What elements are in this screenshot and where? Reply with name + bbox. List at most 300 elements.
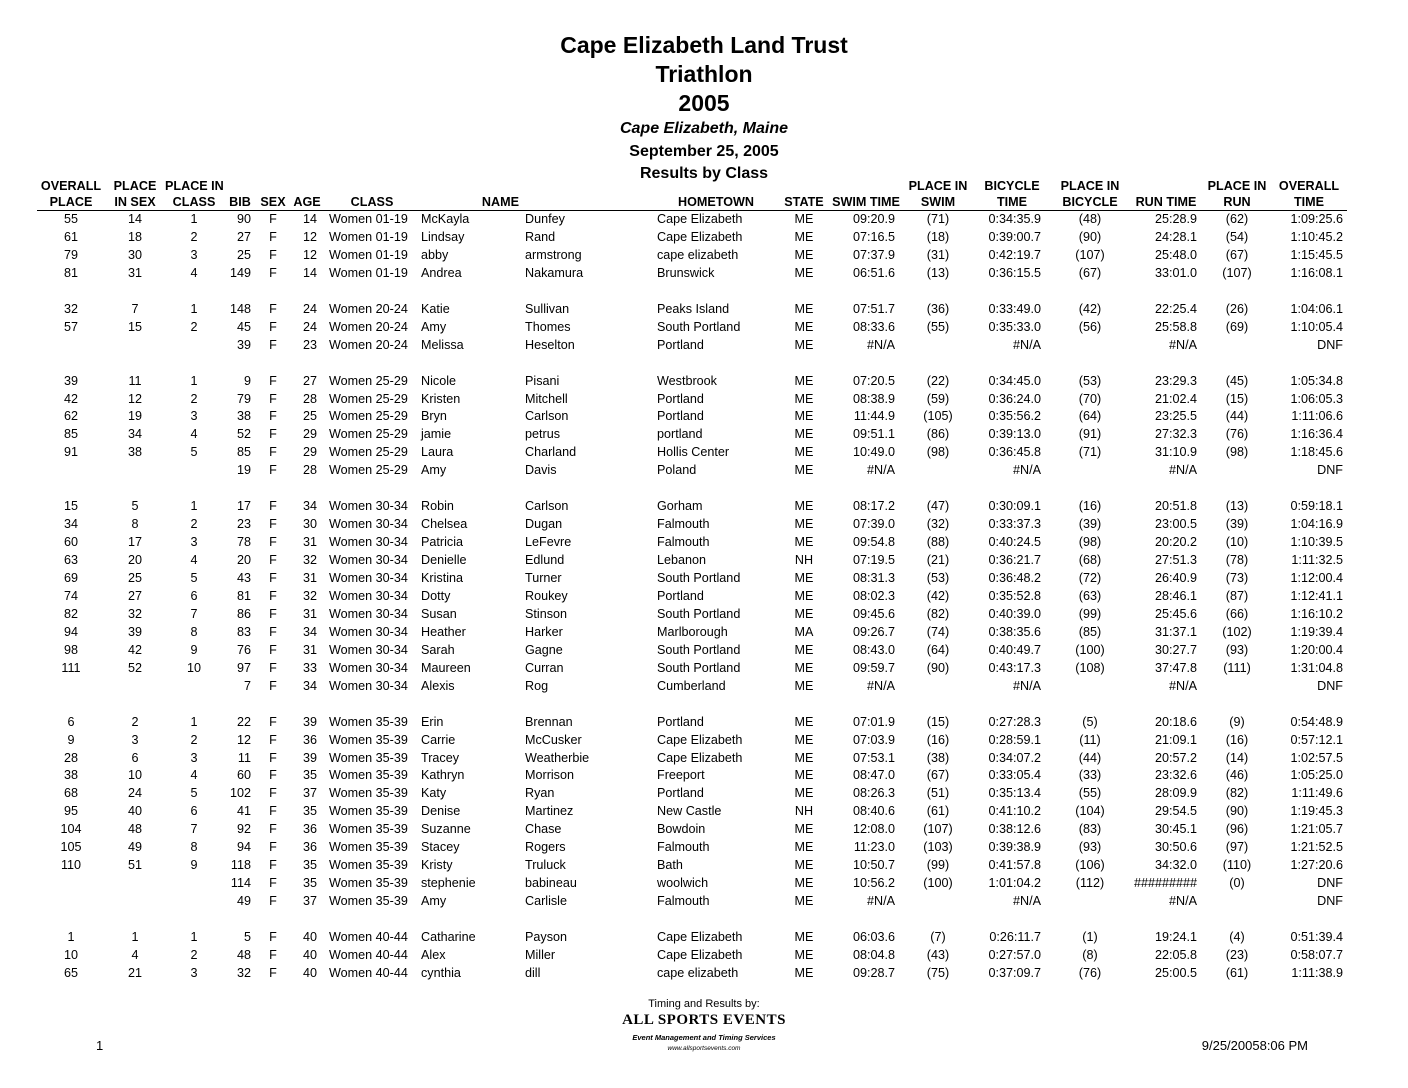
table-cell: ME <box>794 948 814 962</box>
table-cell: ME <box>794 499 814 514</box>
table-cell: 98 <box>63 642 78 657</box>
table-cell: F <box>269 714 277 729</box>
table-cell: 0:36:15.5 <box>988 265 1041 280</box>
table-cell: Women 25-29 <box>329 373 408 388</box>
table-cell: Maureen <box>421 660 471 675</box>
timing-label: Timing and Results by: <box>648 998 760 1010</box>
table-cell: Women 25-29 <box>329 463 408 478</box>
table-cell: Bath <box>657 858 683 873</box>
table-cell: F <box>269 858 277 873</box>
table-cell <box>165 337 223 355</box>
table-cell: 27:51.3 <box>1154 553 1197 568</box>
table-cell: 2 <box>131 714 139 729</box>
table-cell: 0:35:33.0 <box>988 319 1041 334</box>
table-cell: Kristen <box>421 391 461 406</box>
table-cell: 3 <box>190 750 198 765</box>
column-header: RUN TIME <box>1129 194 1203 211</box>
table-cell: 4 <box>190 553 198 568</box>
table-cell: Lebanon <box>657 553 707 568</box>
table-cell: 0:57:12.1 <box>1290 732 1343 747</box>
table-cell: 0:38:35.6 <box>988 624 1041 639</box>
table-cell: (74) <box>926 624 950 639</box>
table-cell: 8 <box>131 517 139 532</box>
table-cell: 3 <box>190 965 198 980</box>
table-cell: 31:10.9 <box>1154 445 1197 460</box>
table-cell: woolwich <box>657 876 709 891</box>
table-cell: Falmouth <box>657 840 710 855</box>
table-cell: Carlisle <box>525 894 567 909</box>
table-cell: 0:33:37.3 <box>988 517 1041 532</box>
class-group-spacer <box>37 283 1347 301</box>
table-cell: 1:09:25.6 <box>1290 212 1343 226</box>
table-cell <box>165 875 223 893</box>
column-header: BICYCLE <box>1051 194 1129 211</box>
column-header: RUN <box>1203 194 1271 211</box>
table-cell: Sarah <box>421 642 455 657</box>
table-cell: Cape Elizabeth <box>657 750 743 765</box>
table-cell: 52 <box>236 427 251 442</box>
table-row <box>37 408 1347 426</box>
table-cell: (51) <box>926 786 950 801</box>
table-cell: (99) <box>1078 606 1102 621</box>
table-cell: 1 <box>67 930 75 945</box>
table-cell <box>903 893 973 911</box>
table-cell: Brunswick <box>657 265 715 280</box>
table-cell: (107) <box>1075 247 1105 262</box>
table-cell: 51 <box>127 858 142 873</box>
table-row <box>37 750 1347 768</box>
table-row <box>37 301 1347 319</box>
table-cell: Melissa <box>421 337 464 352</box>
table-cell: (98) <box>926 445 950 460</box>
table-cell: Thomes <box>525 319 571 334</box>
table-cell: ME <box>794 337 814 352</box>
table-cell: 0:39:00.7 <box>988 229 1041 244</box>
table-cell: 32 <box>302 588 317 603</box>
table-cell: Women 40-44 <box>329 948 408 962</box>
table-cell <box>37 678 105 696</box>
table-cell: 1 <box>190 930 198 945</box>
table-cell: ME <box>794 678 814 693</box>
table-cell: LeFevre <box>525 535 572 550</box>
table-cell: Chelsea <box>421 517 468 532</box>
table-cell: 1:10:05.4 <box>1290 319 1343 334</box>
table-cell: ME <box>794 965 814 980</box>
table-cell: 3 <box>190 247 198 262</box>
table-cell: F <box>269 301 277 316</box>
column-header: PLACE <box>113 179 157 193</box>
table-cell: Andrea <box>421 265 462 280</box>
table-cell: 08:43.0 <box>852 642 895 657</box>
table-cell: 24:28.1 <box>1154 229 1197 244</box>
table-cell: 20:57.2 <box>1154 750 1197 765</box>
table-cell: (56) <box>1078 319 1102 334</box>
table-cell: (61) <box>1225 965 1249 980</box>
table-cell: 86 <box>236 606 251 621</box>
table-cell: Cape Elizabeth <box>657 732 743 747</box>
table-cell: South Portland <box>657 606 741 621</box>
table-cell: 97 <box>236 660 251 675</box>
table-cell: 37:47.8 <box>1154 660 1197 675</box>
table-cell: 25 <box>302 409 317 424</box>
column-header <box>325 178 419 194</box>
table-cell: Women 35-39 <box>329 714 408 729</box>
table-cell: 5 <box>190 571 198 586</box>
table-cell: 40 <box>302 965 317 980</box>
results-table <box>37 178 1347 983</box>
table-cell: (106) <box>1075 858 1105 873</box>
table-cell: Westbrook <box>657 373 717 388</box>
table-cell: Women 35-39 <box>329 750 408 765</box>
table-cell: 0:35:56.2 <box>988 409 1041 424</box>
table-cell: Heselton <box>525 337 575 352</box>
table-cell: 41 <box>236 804 251 819</box>
table-cell: Women 30-34 <box>329 571 408 586</box>
table-row <box>37 678 1347 696</box>
table-cell: Stacey <box>421 840 460 855</box>
table-cell: 0:40:39.0 <box>988 606 1041 621</box>
table-cell: 10:50.7 <box>852 858 895 873</box>
table-cell: Catharine <box>421 930 476 945</box>
table-cell: (33) <box>1078 768 1102 783</box>
table-cell: ME <box>794 786 814 801</box>
table-cell: 07:51.7 <box>852 301 895 316</box>
table-cell: 23 <box>302 337 317 352</box>
table-cell: Portland <box>657 714 704 729</box>
table-cell: 1:27:20.6 <box>1290 858 1343 873</box>
table-cell: McCusker <box>525 732 582 747</box>
table-cell: F <box>269 965 277 980</box>
spacer-cell <box>37 911 1347 929</box>
table-cell: 1:20:00.4 <box>1290 642 1343 657</box>
table-cell: 12 <box>302 229 317 244</box>
class-group-spacer <box>37 911 1347 929</box>
results-heading: Results by Class <box>639 165 769 182</box>
table-cell: (9) <box>1229 714 1245 729</box>
table-cell: 1:04:06.1 <box>1290 301 1343 316</box>
table-cell: 38 <box>236 409 251 424</box>
race-location: Cape Elizabeth, Maine <box>619 120 789 137</box>
table-cell: Portland <box>657 337 704 352</box>
table-cell: 24 <box>302 301 317 316</box>
table-row <box>37 588 1347 606</box>
table-cell: 23:00.5 <box>1154 517 1197 532</box>
table-cell <box>105 678 165 696</box>
table-row <box>37 229 1347 247</box>
table-cell: (76) <box>1078 965 1102 980</box>
table-cell: 149 <box>229 265 251 280</box>
table-cell: 34 <box>63 517 78 532</box>
table-cell: 26:40.9 <box>1154 571 1197 586</box>
table-row <box>37 319 1347 337</box>
table-cell: 32 <box>63 301 78 316</box>
table-cell: F <box>269 337 277 352</box>
table-cell: #N/A <box>1013 894 1041 909</box>
table-cell: (108) <box>1075 660 1105 675</box>
table-cell: 2 <box>190 391 198 406</box>
table-cell: 21:09.1 <box>1154 732 1197 747</box>
table-cell: ME <box>794 427 814 442</box>
table-cell: #N/A <box>1013 678 1041 693</box>
class-group-spacer <box>37 696 1347 714</box>
table-cell: (48) <box>1078 212 1102 226</box>
table-cell: (15) <box>1225 391 1249 406</box>
table-cell: (100) <box>923 876 953 891</box>
table-cell: 2 <box>190 517 198 532</box>
table-cell: 0:58:07.7 <box>1290 948 1343 962</box>
table-cell: 82 <box>63 606 78 621</box>
table-cell: Alexis <box>421 678 455 693</box>
table-cell: 19 <box>127 409 142 424</box>
table-cell: Women 35-39 <box>329 858 408 873</box>
table-cell: Women 20-24 <box>329 301 408 316</box>
table-cell: 06:51.6 <box>852 265 895 280</box>
table-cell: 8 <box>190 840 198 855</box>
column-header: PLACE IN <box>908 179 968 193</box>
table-cell: 27 <box>302 373 317 388</box>
table-cell <box>903 462 973 480</box>
table-cell: #N/A <box>1169 463 1197 478</box>
table-cell: ME <box>794 319 814 334</box>
table-cell: 4 <box>190 265 198 280</box>
table-cell: 17 <box>127 535 142 550</box>
table-cell: 28:46.1 <box>1154 588 1197 603</box>
table-cell: #N/A <box>867 463 895 478</box>
table-row <box>37 660 1347 678</box>
table-cell: 22:25.4 <box>1154 301 1197 316</box>
table-cell: petrus <box>525 427 561 442</box>
table-cell: ME <box>794 409 814 424</box>
table-cell: 0:36:48.2 <box>988 571 1041 586</box>
table-cell <box>165 462 223 480</box>
table-cell: 14 <box>127 212 142 226</box>
table-cell: Brennan <box>525 714 573 729</box>
column-header <box>653 178 779 194</box>
table-cell: #N/A <box>867 894 895 909</box>
table-cell: 1:21:05.7 <box>1290 822 1343 837</box>
table-cell: 29:54.5 <box>1154 804 1197 819</box>
table-cell: Ryan <box>525 786 555 801</box>
table-cell: 4 <box>190 768 198 783</box>
table-cell: (45) <box>1225 373 1249 388</box>
table-cell: Stinson <box>525 606 568 621</box>
table-cell: Women 01-19 <box>329 212 408 226</box>
table-cell: 1:10:45.2 <box>1290 229 1343 244</box>
table-cell: (16) <box>926 732 950 747</box>
table-cell: 74 <box>63 588 78 603</box>
table-cell <box>37 875 105 893</box>
table-cell: Portland <box>657 409 704 424</box>
table-cell: 33 <box>302 660 317 675</box>
table-cell: (82) <box>1225 786 1249 801</box>
table-cell: 1:06:05.3 <box>1290 391 1343 406</box>
table-cell: (39) <box>1078 517 1102 532</box>
table-cell: 2 <box>190 229 198 244</box>
table-cell: 3 <box>190 535 198 550</box>
table-cell: 0:33:05.4 <box>988 768 1041 783</box>
table-cell: 28 <box>63 750 78 765</box>
table-cell <box>903 678 973 696</box>
table-cell: 1 <box>190 301 198 316</box>
column-header: BIB <box>223 194 257 211</box>
table-cell: Bowdoin <box>657 822 706 837</box>
table-cell: F <box>269 212 277 226</box>
table-cell: South Portland <box>657 319 741 334</box>
table-cell: 31 <box>302 535 317 550</box>
table-cell: 34:32.0 <box>1154 858 1197 873</box>
table-row <box>37 732 1347 750</box>
table-cell: Women 25-29 <box>329 391 408 406</box>
table-cell: ME <box>794 822 814 837</box>
table-cell: portland <box>657 427 703 442</box>
table-cell: 14 <box>302 265 317 280</box>
table-cell: Amy <box>421 319 447 334</box>
table-cell: (59) <box>926 391 950 406</box>
race-year: 2005 <box>678 90 730 116</box>
table-cell: Rog <box>525 678 549 693</box>
table-cell: 35 <box>302 858 317 873</box>
table-cell: 30 <box>302 517 317 532</box>
table-cell: 40 <box>302 948 317 962</box>
column-header: TIME <box>1271 194 1347 211</box>
table-cell: 1:05:34.8 <box>1290 373 1343 388</box>
table-cell <box>1051 893 1129 911</box>
table-cell: 0:36:45.8 <box>988 445 1041 460</box>
table-cell: 2 <box>190 732 198 747</box>
table-cell: Women 35-39 <box>329 840 408 855</box>
table-cell: 5 <box>190 786 198 801</box>
table-row <box>37 875 1347 893</box>
table-cell: (62) <box>1225 212 1249 226</box>
class-group-spacer <box>37 355 1347 373</box>
table-cell: (90) <box>1225 804 1249 819</box>
table-cell: (88) <box>926 535 950 550</box>
table-cell: 0:59:18.1 <box>1290 499 1343 514</box>
table-cell: 09:45.6 <box>852 606 895 621</box>
table-cell: 11 <box>128 373 142 388</box>
table-cell: 27 <box>127 588 142 603</box>
table-cell: 0:35:52.8 <box>988 588 1041 603</box>
table-cell: (4) <box>1229 930 1245 945</box>
table-cell: 25:48.0 <box>1154 247 1197 262</box>
column-header: IN SEX <box>105 194 165 211</box>
table-cell: 68 <box>63 786 78 801</box>
table-cell: ME <box>794 768 814 783</box>
table-row <box>37 965 1347 983</box>
table-cell: (70) <box>1078 391 1102 406</box>
table-cell: 09:20.9 <box>852 212 895 226</box>
table-cell: ME <box>794 535 814 550</box>
table-cell: Kristy <box>421 858 453 873</box>
column-header: PLACE IN <box>1060 179 1120 193</box>
all-sports-events-logo: ALL SPORTS EVENTS <box>622 1012 786 1028</box>
table-cell: (91) <box>1078 427 1102 442</box>
table-cell: Falmouth <box>657 894 710 909</box>
table-row <box>37 426 1347 444</box>
table-cell: 0:34:45.0 <box>988 373 1041 388</box>
column-header <box>829 178 903 194</box>
table-row <box>37 821 1347 839</box>
table-cell: 31 <box>302 642 317 657</box>
table-cell: F <box>269 732 277 747</box>
table-cell: 14 <box>302 212 317 226</box>
table-cell: 1:11:49.6 <box>1291 786 1343 801</box>
table-cell: Davis <box>525 463 557 478</box>
table-row <box>37 462 1347 480</box>
table-cell: Falmouth <box>657 535 710 550</box>
table-cell: Women 30-34 <box>329 642 408 657</box>
table-cell: ME <box>794 301 814 316</box>
table-cell: (66) <box>1225 606 1249 621</box>
column-header <box>419 178 519 194</box>
table-cell: (90) <box>1078 229 1102 244</box>
table-cell: Payson <box>525 930 568 945</box>
table-cell: Roukey <box>525 588 568 603</box>
table-cell: #N/A <box>1169 894 1197 909</box>
column-header <box>779 178 829 194</box>
table-cell: 09:51.1 <box>852 427 895 442</box>
table-cell: 1 <box>190 373 198 388</box>
spacer-cell <box>37 283 1347 301</box>
table-cell: (99) <box>926 858 950 873</box>
table-cell <box>1203 462 1271 480</box>
column-header: SEX <box>257 194 289 211</box>
table-cell: 1:12:00.4 <box>1290 571 1343 586</box>
table-cell: 21 <box>127 965 142 980</box>
table-cell: 28 <box>302 391 317 406</box>
table-cell: 10 <box>63 948 78 962</box>
table-cell: 49 <box>236 894 251 909</box>
table-cell: 20:51.8 <box>1154 499 1197 514</box>
table-cell: 39 <box>127 624 142 639</box>
table-cell: 4 <box>190 427 198 442</box>
table-cell: 20 <box>236 553 251 568</box>
table-cell: Amy <box>421 894 447 909</box>
table-cell <box>105 875 165 893</box>
table-cell: (13) <box>926 265 950 280</box>
table-cell: (98) <box>1078 535 1102 550</box>
table-cell: 08:33.6 <box>852 319 895 334</box>
table-cell: 1:10:39.5 <box>1290 535 1343 550</box>
column-header <box>1129 178 1203 194</box>
column-header: CLASS <box>165 194 223 211</box>
table-cell: 34 <box>302 499 317 514</box>
table-cell: 07:20.5 <box>852 373 895 388</box>
table-cell: 76 <box>236 642 251 657</box>
table-cell: 48 <box>236 948 251 962</box>
table-cell: 36 <box>302 840 317 855</box>
table-cell: 29 <box>302 445 317 460</box>
table-cell: 6 <box>67 714 75 729</box>
table-cell: Women 01-19 <box>329 229 408 244</box>
table-cell: (78) <box>1225 553 1249 568</box>
table-cell: Rogers <box>525 840 566 855</box>
table-cell: 22:05.8 <box>1154 948 1197 962</box>
race-title: Cape Elizabeth Land Trust <box>560 32 848 58</box>
table-cell: Susan <box>421 606 457 621</box>
table-cell: 0:39:13.0 <box>988 427 1041 442</box>
table-cell: 55 <box>63 212 78 226</box>
race-subtitle: Triathlon <box>655 61 753 87</box>
table-cell: (46) <box>1225 768 1249 783</box>
table-cell: 07:37.9 <box>852 247 895 262</box>
table-cell: ME <box>794 212 814 226</box>
table-cell: 34 <box>127 427 142 442</box>
table-cell: 0:34:35.9 <box>988 212 1041 226</box>
table-cell: Gorham <box>657 499 703 514</box>
table-cell: ME <box>794 391 814 406</box>
table-cell: ME <box>794 660 814 675</box>
